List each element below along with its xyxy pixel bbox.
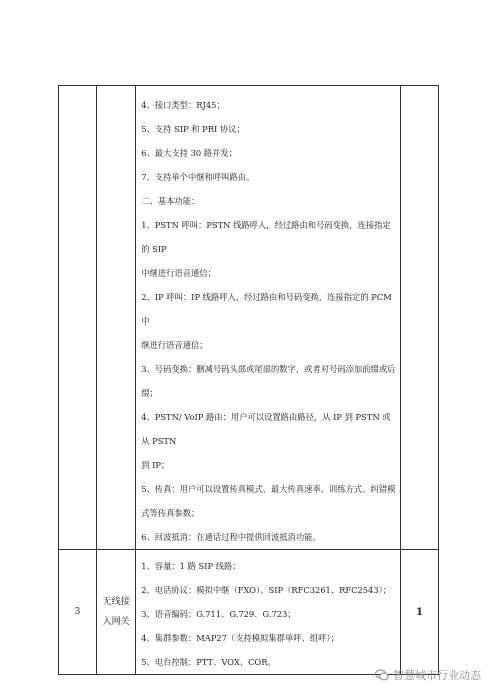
description-line: 二、基本功能： — [141, 196, 200, 206]
description-line: 4、接口类型：RJ45； — [141, 100, 225, 110]
description-line: 2、电话协议：模拟中继（FXO）、SIP（RFC3261、RFC2543）； — [141, 585, 392, 595]
description-line: 3、语音编码：G.711、G.729、G.723； — [141, 609, 296, 619]
wechat-icon — [375, 669, 389, 681]
description-line: 3、号码变换：删减号码头部或尾部的数字，或者对号码添加前缀或后 — [141, 364, 396, 374]
description-text — [136, 86, 400, 549]
description-line: 5、传真：用户可以设置传真模式、最大传真速率、训练方式、纠错模 — [141, 484, 396, 494]
row-description-cell — [136, 86, 401, 550]
row-quantity-cell: 1 — [400, 550, 438, 675]
row-name-cell — [97, 86, 136, 550]
row-name-line: 无线接 — [102, 597, 130, 607]
description-line: 5、电台控制：PTT、VOX、COR。 — [141, 657, 276, 667]
row-index-cell — [59, 86, 97, 550]
spec-table — [58, 85, 439, 675]
description-line: 继进行语音通信； — [141, 340, 208, 350]
watermark — [375, 667, 481, 683]
table-row — [59, 550, 439, 675]
row-index-cell: 3 — [59, 550, 97, 675]
description-line: 到 IP； — [141, 460, 170, 470]
description-line: 缀； — [141, 388, 158, 398]
description-line: 中继进行语音通信； — [141, 268, 216, 278]
description-line: 7、支持单个中继和呼叫路由。 — [141, 172, 255, 182]
description-text — [136, 550, 400, 674]
description-line: 2、IP 呼叫：IP 线路呼入，经过路由和号码变换，连接指定的 PCM 中 — [141, 292, 392, 326]
description-line: 4、集群参数：MAP27（支持模拟集群单呼、组呼）； — [141, 633, 339, 643]
row-description-cell — [136, 550, 401, 675]
description-line: 4、PSTN/ VoIP 路由：用户可以设置路由路径，从 IP 到 PSTN 或从 PSTN — [141, 412, 391, 446]
description-line: 6、回波抵消：在通话过程中提供回波抵消功能。 — [141, 532, 321, 542]
row-name-line: 入网关 — [102, 617, 130, 627]
description-line: 1、PSTN 呼叫：PSTN 线路呼入，经过路由和号码变换，连接指定的 SIP — [141, 220, 391, 254]
description-line: 5、支持 SIP 和 PRI 协议； — [141, 124, 245, 134]
description-line: 1、容量：1 路 SIP 线路； — [141, 561, 241, 571]
description-line: 式等传真参数； — [141, 508, 200, 518]
row-name-cell — [97, 550, 136, 675]
row-quantity-cell — [400, 86, 438, 550]
watermark-text: 智慧城市行业动态 — [393, 669, 481, 682]
description-line: 6、最大支持 30 路并发； — [141, 148, 238, 158]
table-row — [59, 86, 439, 550]
